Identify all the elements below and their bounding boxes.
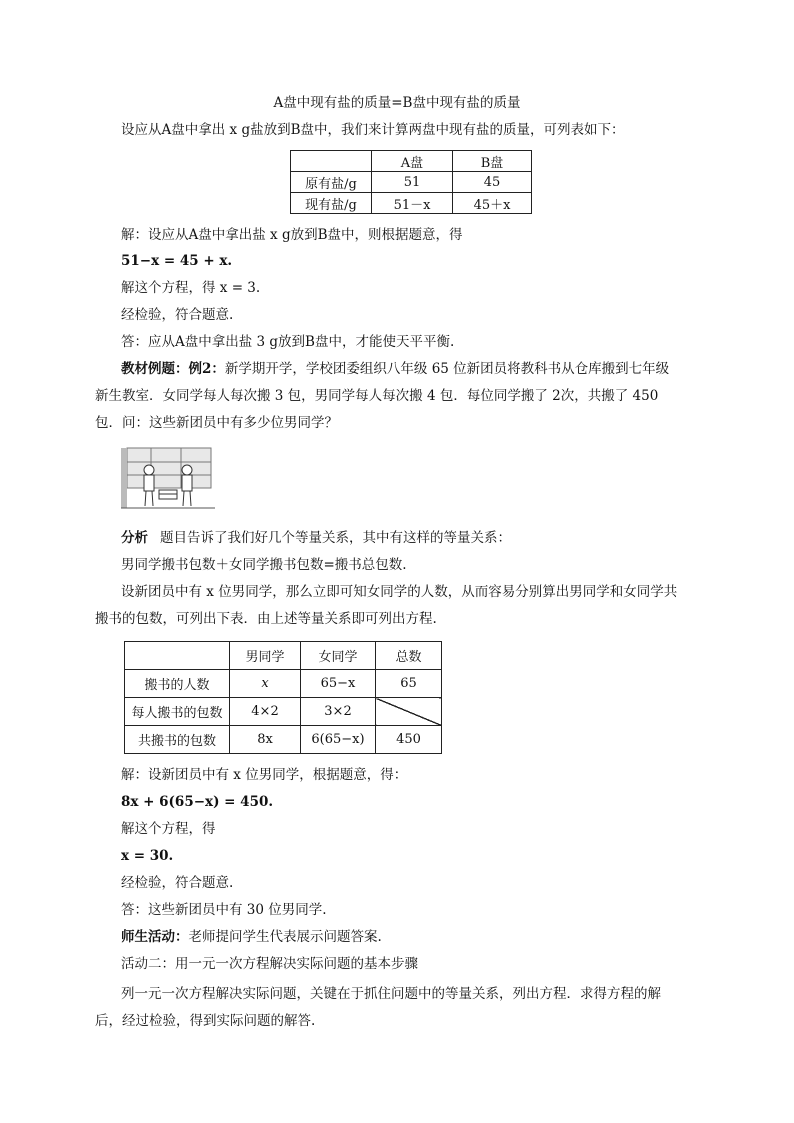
solution2-line2: 解这个方程，得 xyxy=(121,821,216,837)
table-row xyxy=(125,726,442,754)
table-row xyxy=(125,670,442,698)
table-header xyxy=(291,151,372,172)
intro-heading: A盘中现有盐的质量=B盘中现有盐的质量 xyxy=(273,95,521,111)
table-cell: 51－x xyxy=(372,193,453,214)
activity2-title: 活动二：用一元一次方程解决实际问题的基本步骤 xyxy=(121,956,418,972)
analysis-line1 xyxy=(121,528,511,548)
table-cell: 原有盐/g xyxy=(291,172,372,193)
solution1-line2: 解这个方程，得 x = 3. xyxy=(121,280,261,296)
table-cell: 51 xyxy=(372,172,453,193)
salt-table xyxy=(290,150,532,214)
solution1-line1: 解：设应从A盘中拿出盐 x g放到B盘中，则根据题意，得 xyxy=(121,227,463,243)
books-table xyxy=(124,641,442,754)
table-cell: 共搬书的包数 xyxy=(125,726,230,754)
example2-line3: 包．问：这些新团员中有多少位男同学？ xyxy=(95,415,338,431)
activity-line xyxy=(121,927,382,947)
table-cell: 6(65−x) xyxy=(301,726,376,754)
table-cell: 3×2 xyxy=(301,698,376,726)
activity-label: 师生活动： xyxy=(121,929,189,945)
table-header: B盘 xyxy=(453,151,532,172)
table-cell: 450 xyxy=(376,726,442,754)
example-label: 教材例题：例2： xyxy=(121,361,225,377)
students-carrying-books-illustration xyxy=(121,442,215,512)
solution2-line3: 经检验，符合题意. xyxy=(121,875,234,891)
activity2-text2: 后，经过检验，得到实际问题的解答. xyxy=(95,1013,316,1029)
table-row xyxy=(125,698,442,726)
table-header: A盘 xyxy=(372,151,453,172)
table-cell: 65−x xyxy=(301,670,376,698)
solution1-equation: 51−x = 45 + x. xyxy=(121,253,233,269)
table-row xyxy=(291,193,532,214)
table-cell: 4×2 xyxy=(230,698,301,726)
table-cell: 8x xyxy=(230,726,301,754)
activity2-text1: 列一元一次方程解决实际问题，关键在于抓住问题中的等量关系，列出方程．求得方程的解 xyxy=(121,986,661,1002)
solution2-answer: 答：这些新团员中有 30 位男同学. xyxy=(121,902,327,918)
solution2-result: x = 30. xyxy=(121,848,174,864)
table-row xyxy=(291,172,532,193)
example-text: 新学期开学，学校团委组织八年级 65 位新团员将教科书从仓库搬到七年级 xyxy=(224,361,670,377)
table-header: 总数 xyxy=(376,642,442,670)
solution2-line1: 解：设新团员中有 x 位男同学，根据题意，得： xyxy=(121,767,408,783)
table-header: 男同学 xyxy=(230,642,301,670)
table-cell: 45 xyxy=(453,172,532,193)
diagonal-empty-cell xyxy=(376,698,442,726)
analysis-line2: 男同学搬书包数＋女同学搬书包数=搬书总包数. xyxy=(121,557,407,573)
analysis-label: 分析 xyxy=(121,530,148,546)
example2-line2: 新生教室．女同学每人每次搬 3 包，男同学每人每次搬 4 包．每位同学搬了 2次，共搬了 450 xyxy=(95,388,659,404)
solution1-line3: 经检验，符合题意. xyxy=(121,307,234,323)
analysis-line3: 设新团员中有 x 位男同学，那么立即可知女同学的人数，从而容易分别算出男同学和女同学共 xyxy=(121,584,678,600)
table-header xyxy=(125,642,230,670)
solution1-answer: 答：应从A盘中拿出盐 3 g放到B盘中，才能使天平平衡. xyxy=(121,334,455,350)
table-cell: x xyxy=(230,670,301,698)
table-cell: 现有盐/g xyxy=(291,193,372,214)
analysis-line4: 搬书的包数，可列出下表．由上述等量关系即可列出方程. xyxy=(95,611,437,627)
analysis-text: 题目告诉了我们好几个等量关系，其中有这样的等量关系： xyxy=(160,530,511,546)
intro-setup: 设应从A盘中拿出 x g盐放到B盘中，我们来计算两盘中现有盐的质量，可列表如下： xyxy=(121,122,625,138)
table-cell: 每人搬书的包数 xyxy=(125,698,230,726)
table-cell: 45＋x xyxy=(453,193,532,214)
table-cell: 搬书的人数 xyxy=(125,670,230,698)
table-cell: 65 xyxy=(376,670,442,698)
solution2-equation: 8x + 6(65−x) = 450. xyxy=(121,794,274,810)
activity-text: 老师提问学生代表展示问题答案. xyxy=(188,929,382,945)
table-header: 女同学 xyxy=(301,642,376,670)
example2-line1 xyxy=(121,359,669,379)
